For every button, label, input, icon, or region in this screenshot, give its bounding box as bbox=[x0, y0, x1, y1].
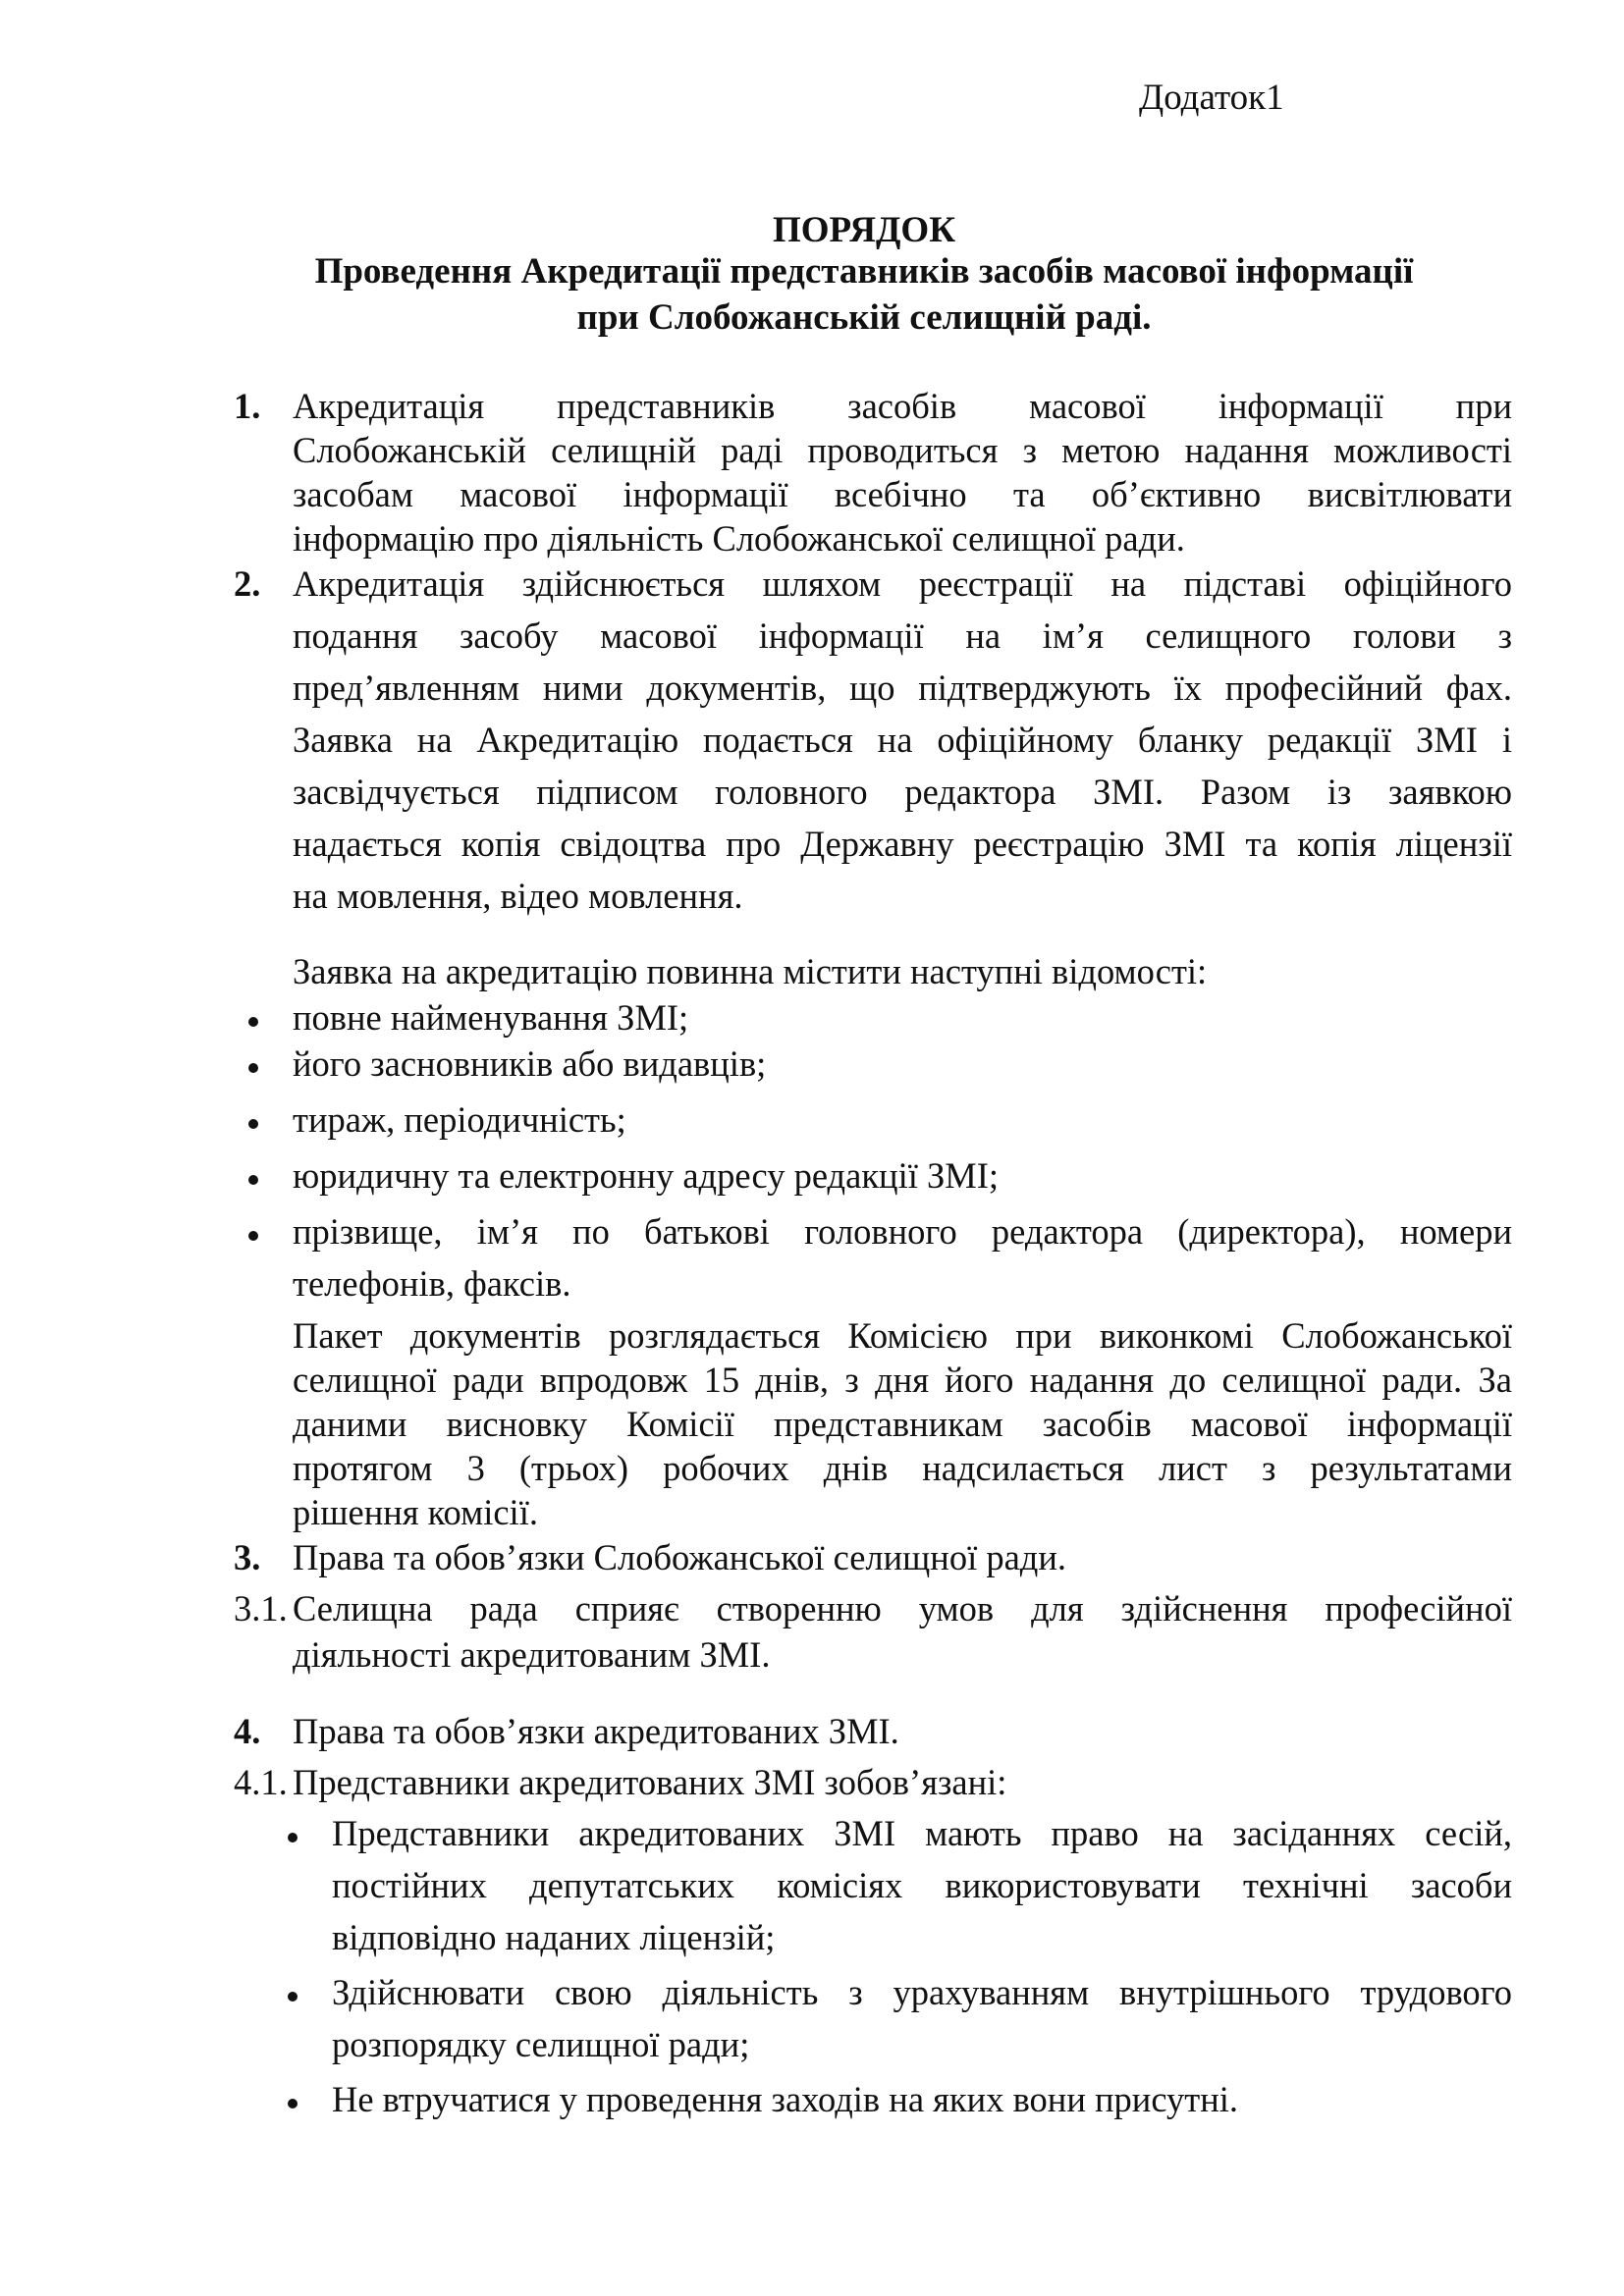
section-4-1-number: 4.1. bbox=[234, 1762, 288, 1802]
package-line-4: протягом 3 (трьох) робочих днів надсилається лист з результатами bbox=[293, 1448, 1512, 1488]
section-2-line-5: засвідчується підписом головного редактора ЗМІ. Разом із заявкою bbox=[293, 772, 1512, 812]
section-4-heading: Права та обов’язки акредитованих ЗМІ. bbox=[293, 1711, 899, 1751]
section-3-number: 3. bbox=[234, 1537, 261, 1577]
list-item: його засновників або видавців; bbox=[293, 1043, 767, 1084]
document-title: ПОРЯДОК bbox=[772, 210, 956, 250]
package-line-1: Пакет документів розглядається Комісією при виконкомі Слобожанської bbox=[293, 1315, 1512, 1356]
section-1-number: 1. bbox=[234, 386, 261, 426]
bullet-icon bbox=[248, 1063, 258, 1073]
package-line-3: даними висновку Комісії представникам засобів масової інформації bbox=[293, 1404, 1512, 1444]
rights-item-1-line-1: Представники акредитованих ЗМІ мають право на засіданнях сесій, bbox=[332, 1813, 1512, 1853]
rights-item-2-line-1: Здійснювати свою діяльність з урахуванням внутрішнього трудового bbox=[332, 1972, 1512, 2012]
document-subtitle-line2: при Слобожанській селищній раді. bbox=[576, 297, 1152, 338]
rights-item-1-line-2: постійних депутатських комісіях використовувати технічні засоби bbox=[332, 1865, 1512, 1905]
bullet-icon bbox=[288, 1833, 298, 1842]
bullet-icon bbox=[248, 1119, 258, 1129]
section-2-line-4: Заявка на Акредитацію подається на офіційному бланку редакції ЗМІ і bbox=[293, 720, 1512, 760]
section-3-1-number: 3.1. bbox=[234, 1588, 288, 1629]
section-2-line-7: на мовлення, відео мовлення. bbox=[293, 876, 743, 916]
rights-item-2-line-2: розпорядку селищної ради; bbox=[332, 2024, 750, 2064]
package-line-5: рішення комісії. bbox=[293, 1492, 538, 1532]
section-2-line-1: Акредитація здійснюється шляхом реєстрації на підставі офіційного bbox=[293, 563, 1512, 604]
section-2-line-6: надається копія свідоцтва про Державну реєстрацію ЗМІ та копія ліцензії bbox=[293, 824, 1512, 864]
section-2-line-3: пред’явленням ними документів, що підтверджують їх професійний фах. bbox=[293, 667, 1512, 708]
bullet-icon bbox=[288, 2099, 298, 2109]
section-3-1-line-2: діяльності акредитованим ЗМІ. bbox=[293, 1634, 771, 1675]
section-3-1-line-1: Селищна рада сприяє створенню умов для здійснення професійної bbox=[293, 1588, 1512, 1629]
section-2-line-2: подання засобу масової інформації на ім’я селищного голови з bbox=[293, 615, 1512, 656]
section-1-line-4: інформацію про діяльність Слобожанської селищної ради. bbox=[293, 518, 1185, 559]
list-item: тираж, періодичність; bbox=[293, 1099, 626, 1140]
list-item-line-1: прізвище, ім’я по батькові головного редактора (директора), номери bbox=[293, 1211, 1512, 1252]
application-intro: Заявка на акредитацію повинна містити наступні відомості: bbox=[293, 951, 1208, 991]
section-1-line-2: Слобожанській селищній раді проводиться з метою надання можливості bbox=[293, 430, 1512, 470]
bullet-icon bbox=[288, 1992, 298, 2002]
appendix-label: Додаток1 bbox=[1139, 78, 1284, 118]
section-3-heading: Права та обов’язки Слобожанської селищної ради. bbox=[293, 1537, 1067, 1577]
rights-item-3: Не втручатися у проведення заходів на яких вони присутні. bbox=[332, 2079, 1239, 2119]
document-subtitle-line1: Проведення Акредитації представників засобів масової інформації bbox=[314, 251, 1414, 292]
list-item-line-2: телефонів, факсів. bbox=[293, 1263, 571, 1304]
section-2-number: 2. bbox=[234, 563, 261, 604]
bullet-icon bbox=[248, 1231, 258, 1241]
section-1-line-3: засобам масової інформації всебічно та об’єктивно висвітлювати bbox=[293, 474, 1512, 514]
bullet-icon bbox=[248, 1017, 258, 1027]
section-4-number: 4. bbox=[234, 1711, 261, 1751]
list-item: повне найменування ЗМІ; bbox=[293, 997, 689, 1038]
package-line-2: селищної ради впродовж 15 днів, з дня його надання до селищної ради. За bbox=[293, 1360, 1512, 1400]
section-4-1-heading: Представники акредитованих ЗМІ зобов’язані: bbox=[293, 1762, 1007, 1802]
section-1-line-1: Акредитація представників засобів масової інформації при bbox=[293, 386, 1512, 426]
rights-item-1-line-3: відповідно наданих ліцензій; bbox=[332, 1917, 776, 1957]
list-item: юридичну та електронну адресу редакції ЗМІ; bbox=[293, 1155, 1000, 1196]
bullet-icon bbox=[248, 1175, 258, 1185]
